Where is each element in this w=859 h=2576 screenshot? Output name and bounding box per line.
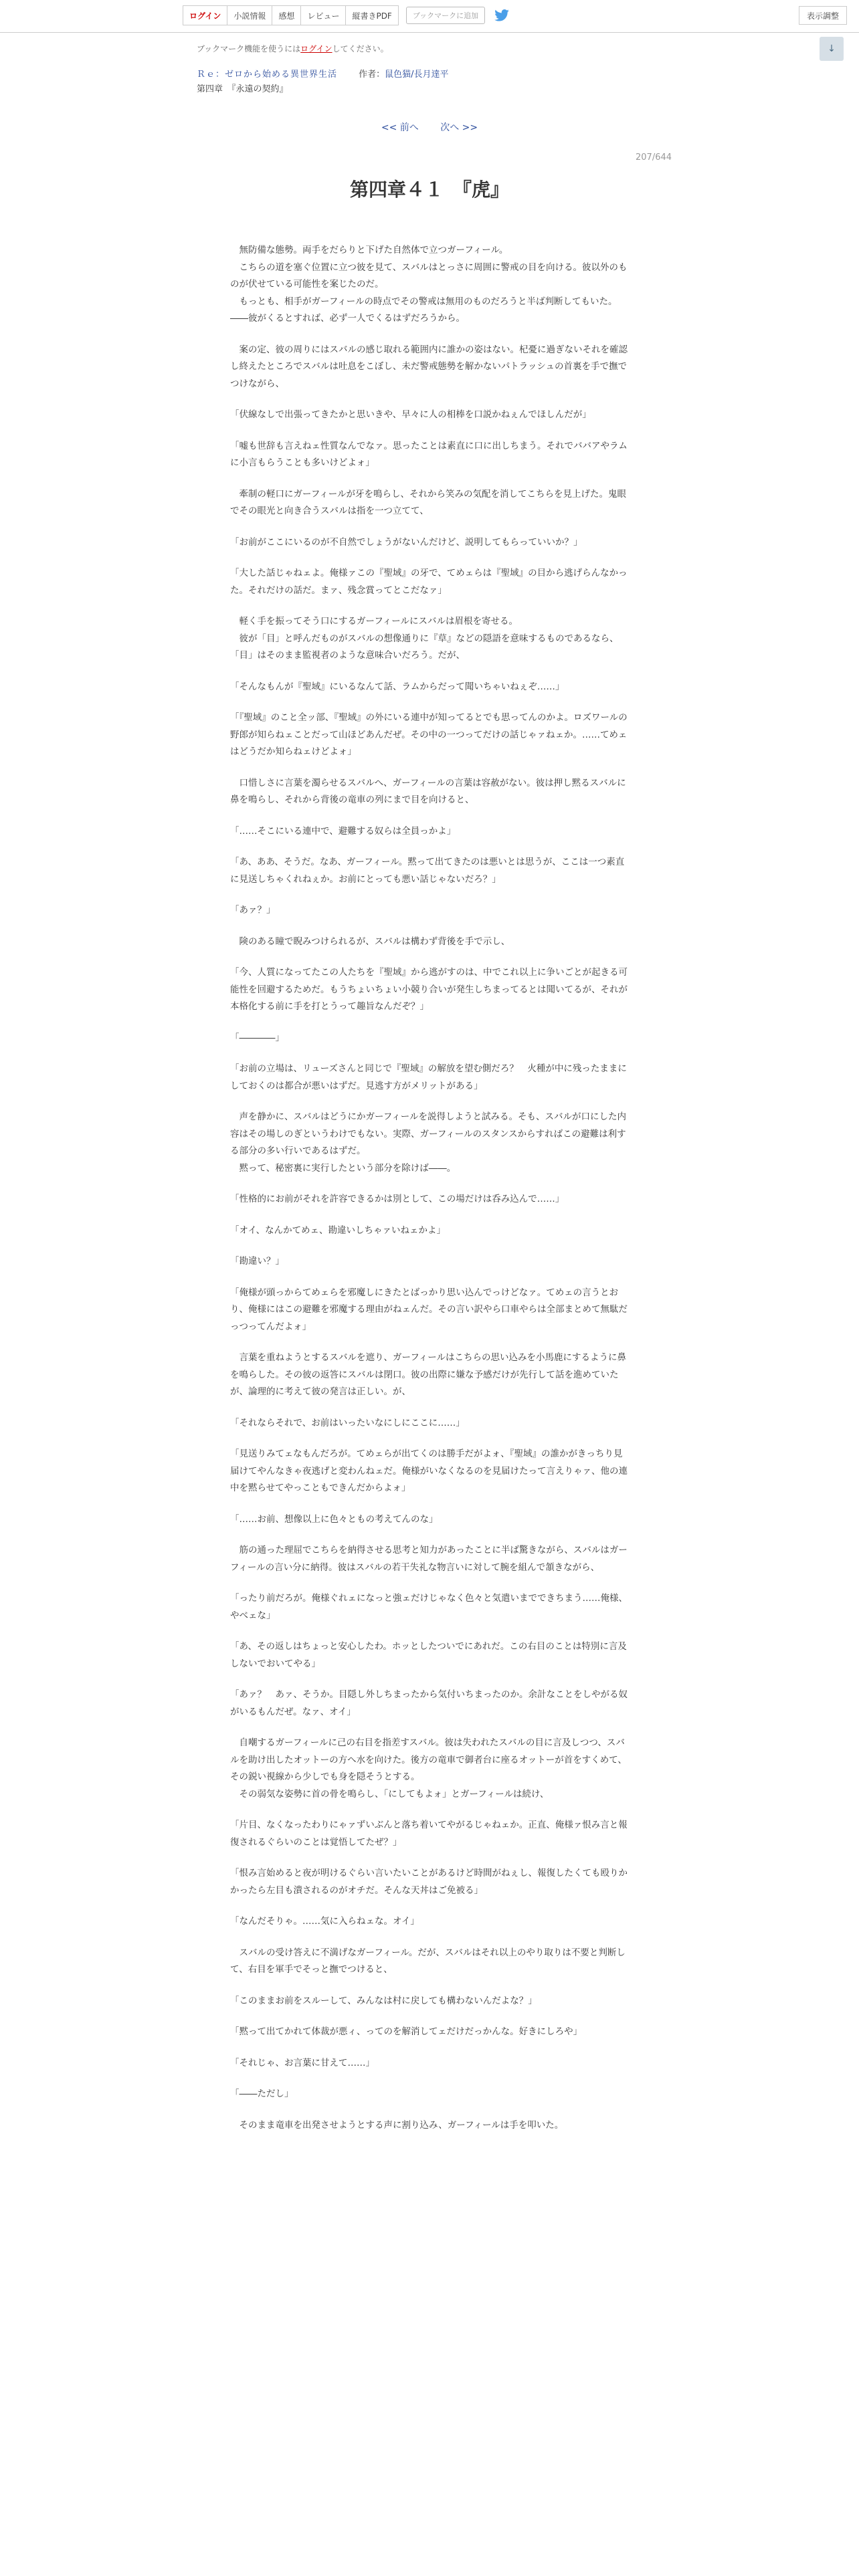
novel-paragraph: 口惜しさに言葉を濁らせるスバルへ、ガーフィールの言葉は容赦がない。彼は押し黙るスバルに鼻を鳴らし、それから背後の竜車の列にまで目を向けると、	[230, 777, 626, 805]
prev-link[interactable]: << 前へ	[381, 122, 419, 133]
novel-paragraph: そのまま竜車を出発させようとする声に割り込み、ガーフィールは手を叩いた。	[230, 2119, 564, 2131]
bookmark-note-prefix: ブックマーク機能を使うには	[197, 44, 301, 53]
novel-paragraph: 「なんだそりゃ。……気に入らねェな。オイ」	[230, 1916, 419, 1927]
bookmark-note-suffix: してください。	[332, 44, 389, 53]
novel-paragraph: 険のある瞳で睨みつけられるが、スバルは構わず背後を手で示し、	[230, 936, 510, 947]
novel-paragraph: 声を静かに、スバルはどうにかガーフィールを説得しようと試みる。そも、スバルが口にした内容はその場しのぎというわけでもない。実際、ガーフィールのスタンスからすればこの避難は利する部分の多い行いであるはずだ。 黙って、秘密裏に実行したという部分を除けば――。	[230, 1111, 626, 1174]
novel-paragraph: 筋の通った理屈でこちらを納得させる思考と知力があったことに半ば驚きながら、スバルはガーフィールの言い分に納得。彼はスバルの若干失礼な物言いに対して腕を組んで頷きながら、	[230, 1545, 628, 1573]
novel-paragraph: 「黙って出てかれて体裁が悪ィ、ってのを解消してェだけだっかんな。好きにしろや」	[230, 2026, 583, 2037]
novel-paragraph: 自嘲するガーフィールに己の右目を指差すスバル。彼は失われたスバルの目に言及しつつ、スバルを助け出したオットーの方へ水を向けた。後方の竜車で御者台に座るオットーが首をすくめて、その鋭い視線から少しでも身を隠そうとする。 その弱気な姿勢に首の骨を鳴らし、「にしてもよォ」とガーフィールは続け、	[230, 1737, 627, 1800]
novel-paragraph: 「あ、ああ、そうだ。なあ、ガーフィール。黙って出てきたのは悪いとは思うが、ここは一つ素直に見送しちゃくれねぇか。お前にとっても悪い話じゃないだろ？」	[230, 857, 625, 885]
novel-paragraph: 案の定、彼の周りにはスバルの感じ取れる範囲内に誰かの姿はない。杞憂に過ぎないそれを確認し終えたところでスバルは吐息をこぼし、未だ警戒態勢を解かないパトラッシュの首裏を手で撫でつけながら、	[230, 344, 628, 389]
chapter-name: 第四章 『永遠の契約』	[197, 84, 288, 94]
nav-login[interactable]: ログイン	[183, 5, 227, 25]
novel-paragraph: 「嘘も世辞も言えねェ性質なんでなァ。思ったことは素直に口に出しちまう。それでババアやラムに小言もらうことも多いけどよォ」	[230, 440, 628, 468]
novel-paragraph: 「――ただし」	[230, 2088, 294, 2099]
top-header	[0, 0, 859, 33]
novel-paragraph: 「オイ、なんかてめェ、勘違いしちゃァいねェかよ」	[230, 1224, 446, 1236]
novel-body	[230, 242, 629, 2148]
novel-paragraph: 「このままお前をスルーして、みんなは村に戻しても構わないんだよな？」	[230, 1995, 537, 2006]
novel-paragraph: 「今、人質になってたこの人たちを『聖域』から逃がすのは、中でこれ以上に争いごとが起きる可能性を回避するためだ。もうちょいちょい小競り合いが発生しちまってるとは聞いてるが、それが本格化する前に手を打とうって趣旨なんだぞ？」	[230, 967, 628, 1012]
novel-paragraph: 「お前がここにいるのが不自然でしょうがないんだけど、説明してもらっていいか？」	[230, 536, 583, 548]
display-settings-button[interactable]: 表示調整	[799, 6, 847, 25]
nav-novel-info[interactable]: 小説情報	[227, 5, 272, 25]
top-pager	[0, 120, 859, 134]
main-nav	[183, 5, 510, 25]
series-title-link[interactable]: Ｒｅ：ゼロから始める異世界生活	[197, 70, 338, 80]
novel-paragraph: 「それじゃ、お言葉に甘えて……」	[230, 2057, 375, 2068]
novel-paragraph: 「『聖域』のこと全ッ部、『聖域』の外にいる連中が知ってるとでも思ってんのかよ。ロズワールの野郎が知らねェことだって山ほどあんだぜ。その中の一つってだけの話じゃァねェか。……てめェはどうだか知らねェけどよォ」	[230, 712, 628, 757]
chapter-title: 第四章４１ 『虎』	[349, 179, 509, 201]
author-link[interactable]: 鼠色猫/長月達平	[385, 70, 449, 80]
novel-paragraph: 「片目、なくなったわりにゃァずいぶんと落ち着いてやがるじゃねェか。正直、俺様ァ恨み言と報復されるぐらいのことは覚悟してたぜ？」	[230, 1820, 628, 1848]
novel-paragraph: 「伏線なしで出張ってきたかと思いきや、早々に人の相棒を口説かねぇんでほしんだが」	[230, 409, 591, 420]
bookmark-note-login-link[interactable]: ログイン	[300, 44, 332, 53]
novel-paragraph: 「勘違い？」	[230, 1256, 284, 1267]
next-link[interactable]: 次へ >>	[440, 122, 478, 133]
nav-impressions[interactable]: 感想	[272, 5, 301, 25]
novel-paragraph: 言葉を重ねようとするスバルを遮り、ガーフィールはこちらの思い込みを小馬鹿にするように鼻を鳴らした。その彼の返答にスバルは閉口。彼の出際に嫌な予感だけが先行して話を進めていたが、論理的に考えて彼の発言は正しい。が、	[230, 1352, 626, 1397]
novel-paragraph: 「あ、その返しはちょっと安心したわ。ホッとしたついでにあれだ。この右目のことは特別に言及しないでおいてやる」	[230, 1641, 627, 1669]
novel-paragraph: 「大した話じゃねェよ。俺様ァこの『聖域』の牙で、てめェらは『聖域』の目から逃げらんなかった。それだけの話だ。まァ、残念賞ってとこだなァ」	[230, 568, 628, 596]
novel-paragraph: 「あァ？ あァ、そうか。目隠し外しちまったから気付いちまったのか。余計なことをしやがる奴がいるもんだぜ。なァ、オイ」	[230, 1689, 628, 1717]
novel-paragraph: 「恨み言始めると夜が明けるぐらい言いたいことがあるけど時間がねぇし、報復したくても殴りかかったら左目も潰されるのがオチだ。そんな天丼はご免被る」	[230, 1868, 628, 1896]
novel-paragraph: 「お前の立場は、リューズさんと同じで『聖域』の解放を望む側だろ？ 火種が中に残ったままにしておくのは都合が悪いはずだ。見逃す方がメリットがある」	[230, 1063, 627, 1091]
novel-meta	[197, 67, 449, 80]
novel-paragraph: 「――――」	[230, 1032, 284, 1043]
twitter-icon[interactable]	[494, 9, 510, 22]
novel-paragraph: 「ったり前だろが。俺様ぐれェになっと強ェだけじゃなく色々と気遣いまでできちまう……俺様、やべェな」	[230, 1593, 628, 1621]
novel-paragraph: 「性格的にお前がそれを許容できるかは別として、この場だけは呑み込んで……」	[230, 1194, 565, 1204]
novel-paragraph: 無防備な態勢。両手をだらりと下げた自然体で立つガーフィール。 こちらの道を塞ぐ位置に立つ彼を見て、スバルはとっさに周囲に警戒の目を向ける。彼以外のものが伏せている可能性を案じたのだ。 もっとも、相手がガーフィールの時点でその警戒は無用のものだろうと半ば判断してもいた。――彼がくるとすれば、必ず一人でくるはずだろうから。	[230, 245, 628, 324]
novel-paragraph: 「……お前、想像以上に色々ともの考えてんのな」	[230, 1513, 438, 1525]
bookmark-login-note	[197, 43, 389, 54]
nav-vertical-pdf[interactable]: 縦書きPDF	[345, 5, 398, 25]
add-bookmark-button[interactable]: ブックマークに追加	[406, 7, 485, 24]
novel-paragraph: 「そんなもんが『聖域』にいるなんて話、ラムからだって聞いちゃいねぇぞ……」	[230, 681, 565, 692]
scroll-down-icon[interactable]: ↓	[820, 37, 844, 61]
novel-paragraph: スバルの受け答えに不満げなガーフィール。だが、スバルはそれ以上のやり取りは不要と判断して、右目を軍手でそっと撫でつけると、	[230, 1947, 626, 1975]
novel-paragraph: 「俺様が頭っからてめェらを邪魔しにきたとばっかり思い込んでっけどなァ。てめェの言うとおり、俺様にはこの避難を邪魔する理由がねェんだ。その言い訳やら口車やらは全部まとめて無駄だっつってんだよォ」	[230, 1287, 628, 1332]
page-counter: 207/644	[636, 152, 672, 163]
novel-paragraph: 「それならそれで、お前はいったいなにしにここに……」	[230, 1417, 465, 1428]
nav-review[interactable]: レビュー	[300, 5, 346, 25]
novel-paragraph: 「あァ？」	[230, 905, 276, 916]
novel-paragraph: 軽く手を振ってそう口にするガーフィールにスバルは眉根を寄せる。 彼が「目」と呼んだものがスバルの想像通りに『草』などの隠語を意味するものであるなら、「目」はそのまま監視者のような意味合いだろう。だが、	[230, 616, 619, 661]
novel-paragraph: 「……そこにいる連中で、避難する奴らは全員っかよ」	[230, 825, 456, 837]
author-label: 作者：	[359, 70, 385, 80]
novel-paragraph: 牽制の軽口にガーフィールが牙を鳴らし、それから笑みの気配を消してこちらを見上げた。鬼眼でその眼光と向き合うスバルは指を一つ立てて、	[230, 488, 626, 516]
novel-paragraph: 「見送りみてェなもんだろが。てめェらが出てくのは勝手だがよォ、『聖域』の誰かがきっちり見届けてやんなきゃ夜逃げと変わんねェだ。俺様がいなくなるのを見届けたって言えりゃァ、他の連中を黙らせてやっこともできんだからよォ」	[230, 1448, 628, 1493]
